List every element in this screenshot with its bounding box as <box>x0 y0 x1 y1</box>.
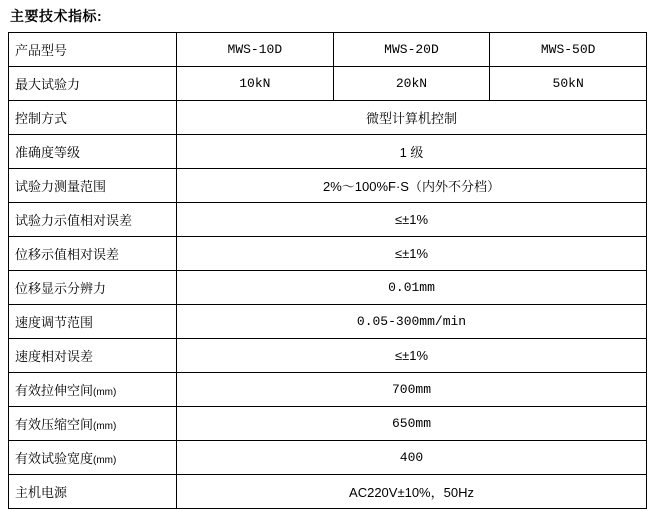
table-row <box>9 305 647 339</box>
row-value: MWS-50D <box>490 33 647 67</box>
table-row <box>9 203 647 237</box>
row-label: 试验力示值相对误差 <box>9 203 177 237</box>
row-label: 速度调节范围 <box>9 305 177 339</box>
row-value: 400 <box>177 441 647 475</box>
page-title: 主要技术指标: <box>10 8 103 24</box>
row-label: 位移示值相对误差 <box>9 237 177 271</box>
table-row <box>9 135 647 169</box>
row-value: 700mm <box>177 373 647 407</box>
row-value: ≤±1% <box>177 237 647 271</box>
table-row <box>9 271 647 305</box>
specifications-table <box>8 32 647 509</box>
table-row <box>9 339 647 373</box>
row-value: 0.01mm <box>177 271 647 305</box>
table-row <box>9 67 647 101</box>
row-value: 20kN <box>333 67 490 101</box>
row-label: 位移显示分辨力 <box>9 271 177 305</box>
table-row <box>9 407 647 441</box>
row-value: AC220V±10%，50Hz <box>177 475 647 509</box>
row-label: 有效压缩空间(mm) <box>9 407 177 441</box>
table-row <box>9 475 647 509</box>
table-row <box>9 169 647 203</box>
row-value: MWS-10D <box>177 33 334 67</box>
row-value: MWS-20D <box>333 33 490 67</box>
row-label: 有效拉伸空间(mm) <box>9 373 177 407</box>
row-value: 1 级 <box>177 135 647 169</box>
row-label: 试验力测量范围 <box>9 169 177 203</box>
row-value: ≤±1% <box>177 339 647 373</box>
row-value: ≤±1% <box>177 203 647 237</box>
table-row <box>9 441 647 475</box>
row-label: 主机电源 <box>9 475 177 509</box>
row-value: 50kN <box>490 67 647 101</box>
row-label: 产品型号 <box>9 33 177 67</box>
row-value: 微型计算机控制 <box>177 101 647 135</box>
row-value: 10kN <box>177 67 334 101</box>
label-unit: (mm) <box>93 455 117 466</box>
label-unit: (mm) <box>93 421 117 432</box>
row-label: 最大试验力 <box>9 67 177 101</box>
row-value: 2%～100%F·S（内外不分档） <box>177 169 647 203</box>
row-value: 650mm <box>177 407 647 441</box>
row-value: 0.05-300mm/min <box>177 305 647 339</box>
table-body <box>9 33 647 509</box>
table-row <box>9 101 647 135</box>
table-row <box>9 33 647 67</box>
row-label: 准确度等级 <box>9 135 177 169</box>
row-label: 控制方式 <box>9 101 177 135</box>
table-row <box>9 373 647 407</box>
label-unit: (mm) <box>93 387 117 398</box>
row-label: 有效试验宽度(mm) <box>9 441 177 475</box>
table-row <box>9 237 647 271</box>
row-label: 速度相对误差 <box>9 339 177 373</box>
